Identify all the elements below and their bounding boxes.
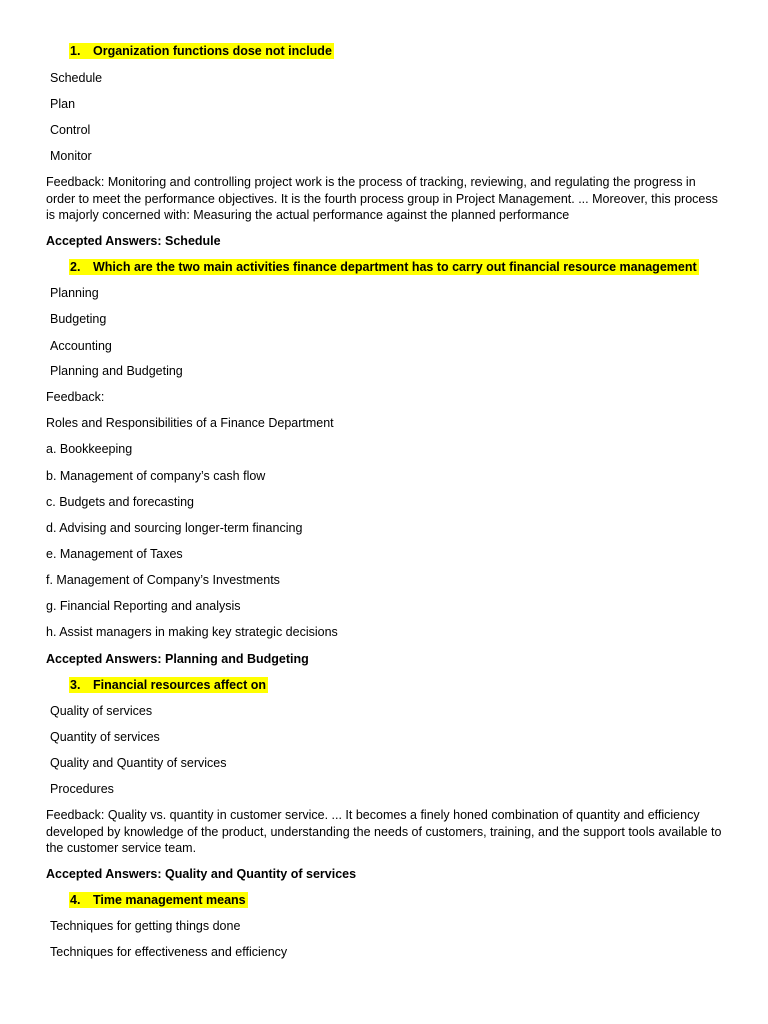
question-2-accepted-answer: Accepted Answers: Planning and Budgeting bbox=[46, 652, 309, 666]
question-2-option-2: Budgeting bbox=[50, 312, 107, 326]
question-2-feedback-item: e. Management of Taxes bbox=[46, 547, 183, 561]
question-3-option-1: Quality of services bbox=[50, 704, 153, 718]
question-2-feedback-item: c. Budgets and forecasting bbox=[46, 495, 195, 509]
question-2-option-3: Accounting bbox=[50, 339, 112, 353]
question-2-feedback-item: d. Advising and sourcing longer-term financing bbox=[46, 521, 303, 535]
question-3-accepted-answer: Accepted Answers: Quality and Quantity of services bbox=[46, 867, 357, 881]
question-2-option-4: Planning and Budgeting bbox=[50, 364, 183, 378]
question-4-title: 4. Time management means bbox=[70, 893, 246, 907]
question-3-feedback: Feedback: Quality vs. quantity in customer service. ... It becomes a finely honed combination of quantity and efficiency developed by knowledge of the product, understanding the needs of customers, training, and the support tools available to the customer service team. bbox=[46, 808, 722, 855]
question-1-option-2: Plan bbox=[50, 97, 76, 111]
question-2-feedback-item: b. Management of company’s cash flow bbox=[46, 469, 266, 483]
question-2-feedback-heading: Roles and Responsibilities of a Finance Department bbox=[46, 416, 334, 430]
question-3-option-3: Quality and Quantity of services bbox=[50, 756, 227, 770]
question-1-title: 1. Organization functions dose not include bbox=[70, 44, 332, 58]
question-2-feedback-label: Feedback: bbox=[46, 390, 105, 404]
question-2-feedback-item: g. Financial Reporting and analysis bbox=[46, 599, 241, 613]
question-1-accepted-answer: Accepted Answers: Schedule bbox=[46, 234, 221, 248]
question-2-option-1: Planning bbox=[50, 286, 99, 300]
question-3-title: 3. Financial resources affect on bbox=[70, 678, 266, 692]
question-1-option-3: Control bbox=[50, 123, 91, 137]
question-2-feedback-item: a. Bookkeeping bbox=[46, 442, 133, 456]
question-4-option-1: Techniques for getting things done bbox=[50, 919, 241, 933]
question-3-option-4: Procedures bbox=[50, 782, 114, 796]
question-2-title: 2. Which are the two main activities finance department has to carry out financial resource management bbox=[70, 260, 697, 274]
question-2-feedback-item: f. Management of Company’s Investments bbox=[46, 573, 280, 587]
question-1-option-1: Schedule bbox=[50, 71, 103, 85]
question-1-feedback: Feedback: Monitoring and controlling project work is the process of tracking, reviewing, and regulating the progress in order to meet the performance objectives. It is the fourth process group in Project Management. ... Moreover, this process is majorly concerned with: Measuring the actual performance against the planned performance bbox=[46, 175, 718, 222]
question-2-feedback-item: h. Assist managers in making key strategic decisions bbox=[46, 625, 338, 639]
question-4-option-2: Techniques for effectiveness and efficiency bbox=[50, 945, 288, 959]
question-3-option-2: Quantity of services bbox=[50, 730, 160, 744]
question-1-option-4: Monitor bbox=[50, 149, 92, 163]
